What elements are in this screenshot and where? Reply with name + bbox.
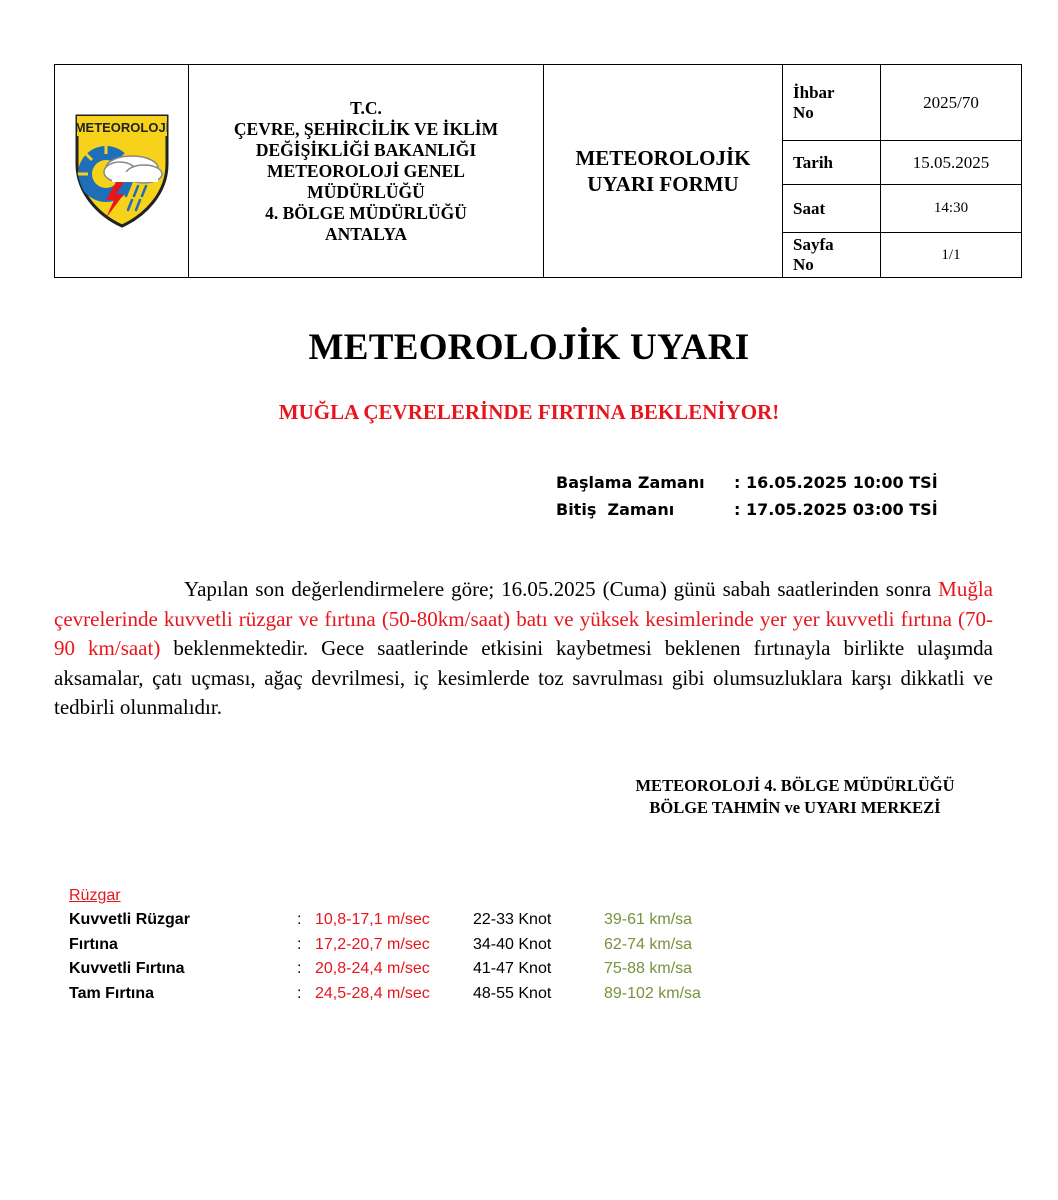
wind-colon: : — [297, 911, 302, 928]
meteoroloji-logo-icon — [72, 112, 172, 230]
tarih-label: Tarih — [783, 141, 881, 185]
wind-colon: : — [297, 984, 302, 1002]
wind-category: Tam Fırtına — [69, 984, 155, 1002]
sayfa-no-value: 1/1 — [881, 233, 1022, 278]
wind-knot: 34-40 Knot — [473, 935, 552, 953]
form-title-line: METEOROLOJİK — [575, 146, 751, 170]
warning-subtitle: MUĞLA ÇEVRELERİNDE FIRTINA BEKLENİYOR! — [278, 400, 780, 424]
ihbar-no-value: 2025/70 — [881, 65, 1022, 141]
wind-kmh: 89-102 km/sa — [604, 984, 701, 1002]
tarih-value: 15.05.2025 — [881, 141, 1022, 185]
ministry-line: 4. BÖLGE MÜDÜRLÜĞÜ — [265, 202, 467, 223]
start-time-value: : 16.05.2025 10:00 TSİ — [734, 473, 938, 492]
wind-knot: 48-55 Knot — [473, 984, 552, 1002]
end-time-value: : 17.05.2025 03:00 TSİ — [734, 500, 938, 519]
header-table — [54, 64, 1022, 278]
wind-row — [69, 908, 693, 933]
end-time-row — [556, 500, 938, 527]
wind-row — [69, 933, 693, 958]
wind-row — [69, 957, 693, 982]
start-time-row — [556, 473, 938, 500]
wind-row — [69, 982, 701, 1007]
ihbar-no-label: İhbar No — [783, 65, 881, 141]
wind-kmh: 62-74 km/sa — [604, 935, 693, 953]
signature-block — [560, 775, 1030, 819]
start-time-label: Başlama Zamanı — [556, 473, 705, 492]
wind-kmh: 75-88 km/sa — [604, 960, 693, 977]
ministry-line: MÜDÜRLÜĞÜ — [307, 181, 425, 202]
body-text-part: Yapılan son değerlendirmelere göre; 16.05.2025 (Cuma) günü sabah saatlerinden sonra — [184, 577, 939, 601]
wind-ms: 10,8-17,1 m/sec — [315, 911, 430, 928]
logo-cell — [55, 65, 189, 278]
wind-category: Kuvvetli Rüzgar — [69, 911, 190, 928]
wind-ms: 24,5-28,4 m/sec — [315, 984, 430, 1002]
warning-body — [54, 575, 993, 723]
wind-category: Kuvvetli Fırtına — [69, 960, 185, 977]
wind-colon: : — [297, 935, 302, 953]
form-title-line: UYARI FORMU — [587, 172, 739, 196]
wind-knot: 41-47 Knot — [473, 960, 552, 977]
ministry-line: DEĞİŞİKLİĞİ BAKANLIĞI — [255, 139, 477, 160]
ministry-line: ANTALYA — [324, 223, 408, 244]
signature-line: METEOROLOJİ 4. BÖLGE MÜDÜRLÜĞÜ — [635, 776, 955, 795]
wind-table-header: Rüzgar — [69, 887, 121, 904]
ministry-cell — [189, 65, 544, 278]
saat-label: Saat — [783, 185, 881, 233]
svg-text:METEOROLOJİ: METEOROLOJİ — [74, 120, 169, 135]
wind-category: Fırtına — [69, 935, 118, 953]
time-block — [556, 473, 938, 527]
wind-kmh: 39-61 km/sa — [604, 911, 693, 928]
wind-knot: 22-33 Knot — [473, 911, 552, 928]
ministry-line: METEOROLOJİ GENEL — [267, 160, 465, 181]
wind-ms: 20,8-24,4 m/sec — [315, 960, 430, 977]
page-title: METEOROLOJİK UYARI — [308, 327, 750, 368]
form-title-cell — [544, 65, 783, 278]
saat-value: 14:30 — [881, 185, 1022, 233]
ministry-line: T.C. — [350, 97, 382, 118]
signature-line: BÖLGE TAHMİN ve UYARI MERKEZİ — [649, 798, 941, 817]
ministry-line: ÇEVRE, ŞEHİRCİLİK VE İKLİM — [233, 118, 499, 139]
sayfa-no-label: Sayfa No — [783, 233, 881, 278]
body-text-highlight: Muğla çevrelerinde kuvvetli rüzgar ve fırtına (50-80km/saat) batı ve yüksek kesimlerinde yer yer kuvvetli fırtına (70-90 km/saat) — [54, 577, 993, 660]
wind-ms: 17,2-20,7 m/sec — [315, 935, 430, 953]
wind-colon: : — [297, 960, 302, 977]
body-text-part: beklenmektedir. Gece saatlerinde etkisini kaybetmesi beklenen fırtınayla birlikte ulaşımda aksamalar, çatı uçması, ağaç devrilmesi, iç kesimlerde toz savrulması gibi olumsuzluklara karşı dikkatli ve tedbirli olunmalıdır. — [54, 636, 993, 719]
end-time-label: Bitiş Zamanı — [556, 500, 675, 519]
wind-scale-table — [69, 884, 701, 1006]
